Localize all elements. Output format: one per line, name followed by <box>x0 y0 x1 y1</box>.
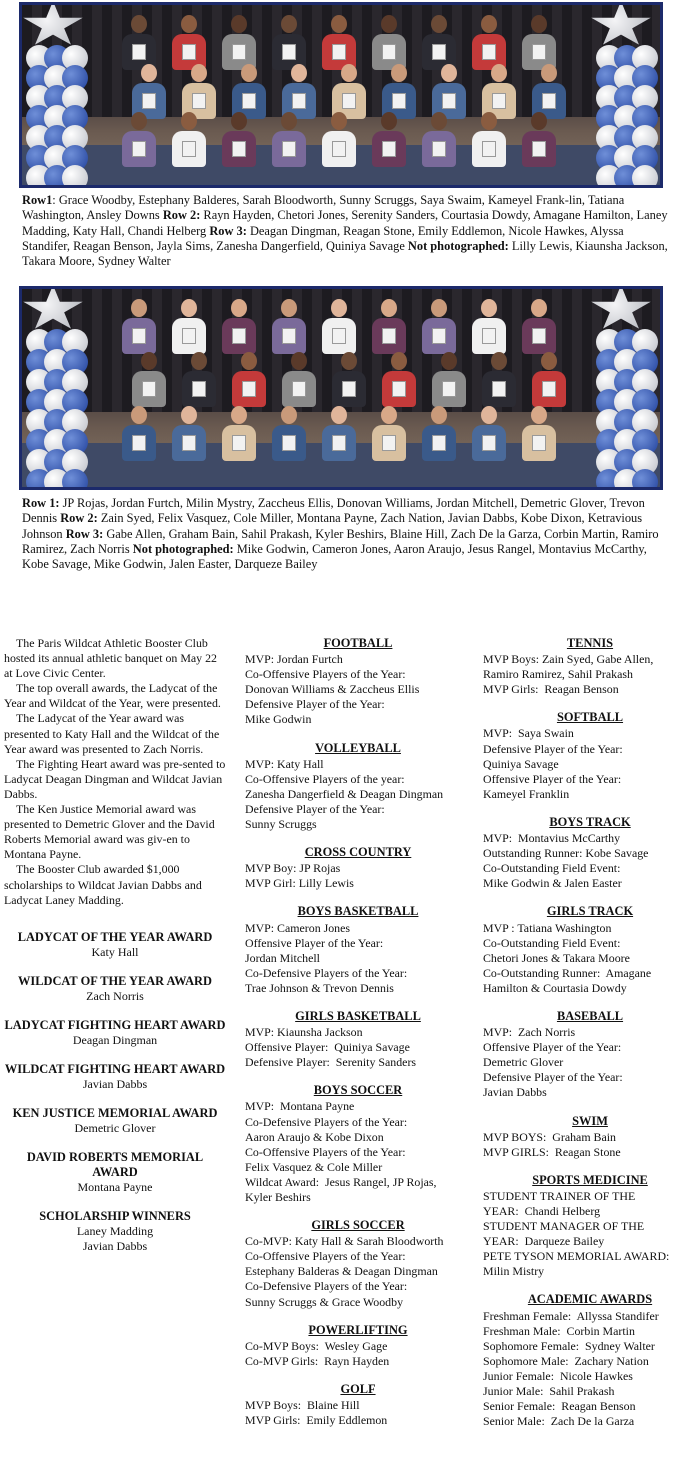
sport-line: MVP Girl: Lilly Lewis <box>245 876 354 891</box>
award-block <box>4 1150 226 1195</box>
sport-line: Co-MVP Girls: Rayn Hayden <box>245 1353 390 1368</box>
girls-photo-caption <box>22 193 672 269</box>
sport-line: Aaron Araujo & Kobe Dixon <box>245 1129 384 1144</box>
sport-line: Co-MVP: Katy Hall & Sarah Bloodworth <box>245 1234 444 1249</box>
sport-section <box>483 1173 697 1280</box>
sport-heading: POWERLIFTING <box>308 1322 408 1337</box>
caption-row-names: Mike Godwin, Cameron Jones, Aaron Araujo, Jesus Rangel, Montavius McCarthy, Kobe Savage, Mike Godwin, Jalen Easter, Darqueze Bailey <box>22 541 647 572</box>
balloon <box>62 185 88 188</box>
sport-section <box>483 1009 697 1101</box>
person-figure <box>172 15 206 70</box>
award-title: DAVID ROBERTS MEMORIAL AWARD <box>26 1149 204 1179</box>
sport-heading: FOOTBALL <box>323 636 393 650</box>
award-block <box>4 1018 226 1048</box>
person-figure <box>132 64 166 119</box>
sport-line: Co-Offensive Players of the Year: <box>245 1249 406 1264</box>
balloon-column-right <box>580 289 660 487</box>
middle-column <box>245 636 471 1441</box>
person-figure <box>182 64 216 119</box>
person-figure <box>472 112 506 167</box>
sport-section <box>245 1382 471 1428</box>
person-figure <box>382 64 416 119</box>
caption-row-names: Rayn Hayden, Chetori Jones, Serenity Sanders, Courtasia Dowdy, Amagane Hamilton, Laney Madding, Katy Hall, Chandi Helberg <box>22 208 668 238</box>
person-figure <box>522 15 556 70</box>
sport-section <box>483 710 697 802</box>
sport-line: Outstanding Runner: Kobe Savage <box>483 846 649 861</box>
sport-heading: SOFTBALL <box>556 710 624 725</box>
balloon <box>596 185 622 188</box>
person-figure <box>172 406 206 461</box>
balloon <box>632 489 658 490</box>
sport-line: MVP: Cameron Jones <box>245 920 351 935</box>
sport-line: Milin Mistry <box>483 1264 545 1279</box>
person-figure <box>322 112 356 167</box>
intro-paragraph: The Fighting Heart award was pre-sented to Ladycat Deagan Dingman and Wildcat Javian Dabbs. <box>4 756 226 801</box>
sport-heading: GIRLS SOCCER <box>311 1218 405 1233</box>
award-block <box>4 1106 226 1136</box>
sport-line: Co-Defensive Players of the Year: <box>245 965 408 980</box>
sport-line: Co-Defensive Players of the Year: <box>245 1114 408 1129</box>
person-figure <box>432 64 466 119</box>
balloon <box>26 185 52 188</box>
sport-line: MVP: Saya Swain <box>483 726 574 741</box>
sport-heading: BOYS TRACK <box>549 814 631 829</box>
person-figure <box>172 299 206 354</box>
balloon <box>632 469 658 490</box>
award-block <box>4 1209 226 1254</box>
person-figure <box>172 112 206 167</box>
caption-row-names: Gabe Allen, Graham Bain, Sahil Prakash, Kyler Beshirs, Blaine Hill, Zach De la Garza, Corbin Martin, Ramiro Ramirez, Zach Norris <box>22 526 659 556</box>
sport-line: Co-Offensive Players of the year: <box>245 771 405 786</box>
sport-line: Defensive Player of the Year: <box>245 697 385 712</box>
sport-line: Ramiro Ramirez, Sahil Prakash <box>483 667 633 682</box>
sport-line: YEAR: Chandi Helberg <box>483 1204 601 1218</box>
person-figure <box>472 299 506 354</box>
person-figure <box>472 15 506 70</box>
person-figure <box>222 112 256 167</box>
caption-row-names: : Grace Woodby, Estephany Balderes, Sarah Bloodworth, Sunny Scruggs, Saya Swaim, Kameyel Frank-lin, Tatiana Washington, Ansley Downs <box>22 193 625 223</box>
intro-paragraph: The Ken Justice Memorial award was presented to Demetric Glover and the David Roberts Memorial award was giv-en to Montana Payne. <box>4 802 215 862</box>
sport-line: MVP Girls: Reagan Benson <box>483 682 619 697</box>
sport-line: Sophomore Female: Sydney Walter <box>483 1338 655 1353</box>
person-figure <box>422 406 456 461</box>
person-figure <box>322 299 356 354</box>
sport-line: STUDENT MANAGER OF THE <box>483 1219 645 1234</box>
sport-line: Defensive Player of the Year: <box>245 801 385 816</box>
sport-section <box>483 636 697 697</box>
award-winner: Javian Dabbs <box>82 1238 148 1253</box>
sport-line: Quiniya Savage <box>483 756 559 771</box>
sport-line: Junior Female: Nicole Hawkes <box>483 1368 633 1383</box>
sport-heading: GOLF <box>340 1381 376 1396</box>
intro-paragraph: The Booster Club awarded $1,000 scholarships to Wildcat Javian Dabbs and Ladycat Laney Madding. <box>4 862 202 907</box>
intro-paragraph: The Ladycat of the Year award was presented to Katy Hall and the Wildcat of the Year award was presented to Zach Norris. <box>4 711 220 756</box>
award-title: KEN JUSTICE MEMORIAL AWARD <box>12 1105 218 1120</box>
person-figure <box>322 406 356 461</box>
intro-paragraph: The Paris Wildcat Athletic Booster Club hosted its annual athletic banquet on May 22 at Love Civic Center. <box>4 636 217 681</box>
sport-line: Sophomore Male: Zachary Nation <box>483 1353 649 1368</box>
sport-line: Felix Vasquez & Cole Miller <box>245 1159 383 1174</box>
sport-heading: GIRLS BASKETBALL <box>295 1008 421 1023</box>
award-title: LADYCAT OF THE YEAR AWARD <box>17 929 213 944</box>
sport-heading: TENNIS <box>566 636 614 650</box>
person-figure <box>272 112 306 167</box>
sport-line: Sunny Scruggs <box>245 817 317 832</box>
sport-heading: BASEBALL <box>556 1008 624 1023</box>
award-block <box>4 1062 226 1092</box>
caption-row-names: JP Rojas, Jordan Furtch, Milin Mystry, Zaccheus Ellis, Donovan Williams, Jordan Mitchell, Demetric Glover, Trevon Dennis <box>22 496 645 526</box>
sport-heading: SWIM <box>572 1113 608 1128</box>
person-figure <box>382 352 416 407</box>
balloon <box>632 185 658 188</box>
sport-heading: GIRLS TRACK <box>546 904 634 919</box>
sport-line: MVP: Zach Norris <box>483 1025 576 1040</box>
person-figure <box>222 299 256 354</box>
sport-line: Freshman Male: Corbin Martin <box>483 1323 635 1338</box>
person-figure <box>132 352 166 407</box>
sport-line: Defensive Player of the Year: <box>483 1070 623 1085</box>
balloon <box>44 185 70 188</box>
award-winner: Demetric Glover <box>74 1120 156 1135</box>
intro-article <box>4 636 226 908</box>
sport-line: Javian Dabbs <box>483 1085 547 1100</box>
sport-heading: ACADEMIC AWARDS <box>527 1292 653 1307</box>
award-winner: Zach Norris <box>86 988 144 1003</box>
intro-paragraph: The top overall awards, the Ladycat of the Year and Wildcat of the Year, were presented. <box>4 681 221 711</box>
caption-row-label: Row 3: <box>209 223 247 238</box>
sport-line: Co-Offensive Players of the Year: <box>245 1144 406 1159</box>
balloon <box>62 469 88 490</box>
sport-heading: SPORTS MEDICINE <box>532 1172 648 1187</box>
sport-section <box>245 904 471 996</box>
sport-line: Estephany Balderas & Deagan Dingman <box>245 1264 438 1279</box>
left-column <box>4 636 226 1268</box>
person-figure <box>372 15 406 70</box>
person-figure <box>232 352 266 407</box>
award-winner: Javian Dabbs <box>82 1076 148 1091</box>
sport-line: MVP BOYS: Graham Bain <box>483 1129 616 1144</box>
balloon <box>26 489 52 490</box>
girls-team-photo <box>19 2 663 188</box>
sport-line: Zanesha Dangerfield & Deagan Dingman <box>245 786 444 801</box>
sport-line: Mike Godwin & Jalen Easter <box>483 876 622 891</box>
sport-line: Co-Offensive Players of the Year: <box>245 667 406 682</box>
sport-line: Co-MVP Boys: Wesley Gage <box>245 1338 388 1353</box>
person-figure <box>372 299 406 354</box>
person-figure <box>532 352 566 407</box>
person-figure <box>332 64 366 119</box>
person-figure <box>232 64 266 119</box>
sport-line: Offensive Player of the Year: <box>245 935 384 950</box>
person-figure <box>222 406 256 461</box>
sport-line: MVP Boys: Zain Syed, Gabe Allen, <box>483 652 654 667</box>
award-block <box>4 974 226 1004</box>
award-title: LADYCAT FIGHTING HEART AWARD <box>4 1017 226 1032</box>
boys-team-photo <box>19 286 663 490</box>
balloon-column-left <box>22 5 102 185</box>
sport-heading: BOYS SOCCER <box>313 1083 403 1098</box>
person-figure <box>482 352 516 407</box>
person-figure <box>432 352 466 407</box>
sport-section <box>245 845 471 891</box>
person-figure <box>472 406 506 461</box>
caption-row-label: Row 1: <box>22 496 60 510</box>
person-figure <box>222 15 256 70</box>
sport-section <box>483 904 697 996</box>
person-figure <box>182 352 216 407</box>
sport-heading: CROSS COUNTRY <box>304 845 412 860</box>
caption-row-names: Zain Syed, Felix Vasquez, Cole Miller, Montana Payne, Zach Nation, Javian Dabbs, Kobe Dixon, Ketravious Johnson <box>22 511 643 541</box>
sport-line: MVP : Tatiana Washington <box>483 920 612 935</box>
person-figure <box>122 112 156 167</box>
sport-line: Chetori Jones & Takara Moore <box>483 950 630 965</box>
caption-row-label: Row 2: <box>60 511 98 526</box>
person-figure <box>272 15 306 70</box>
sport-heading: BOYS BASKETBALL <box>297 904 419 919</box>
sport-section <box>245 741 471 833</box>
caption-row-label: Not photographed: <box>407 238 509 253</box>
person-figure <box>422 112 456 167</box>
person-figure <box>122 406 156 461</box>
balloon <box>614 489 640 490</box>
person-figure <box>532 64 566 119</box>
sport-line: Senior Female: Reagan Benson <box>483 1399 636 1414</box>
sport-line: MVP: Jordan Furtch <box>245 652 343 667</box>
sport-line: Senior Male: Zach De la Garza <box>483 1414 635 1429</box>
sport-line: Wildcat Award: Jesus Rangel, JP Rojas, <box>245 1174 437 1189</box>
award-title: SCHOLARSHIP WINNERS <box>39 1208 191 1223</box>
sport-line: Junior Male: Sahil Prakash <box>483 1384 615 1399</box>
sport-line: Hamilton & Courtasia Dowdy <box>483 980 627 995</box>
award-winner: Laney Madding <box>76 1223 154 1238</box>
balloon <box>596 489 622 490</box>
person-figure <box>372 112 406 167</box>
caption-row-label: Row 3: <box>65 526 104 541</box>
caption-row-names: Deagan Dingman, Reagan Stone, Emily Eddlemon, Nicole Hawkes, Alyssa Standifer, Reagan Benson, Jayla Sims, Zanesha Dangerfield, Quiniya Savage <box>22 223 624 253</box>
balloon-column-right <box>580 5 660 185</box>
sport-line: Co-Outstanding Runner: Amagane <box>483 965 652 980</box>
sport-line: Co-Defensive Players of the Year: <box>245 1279 408 1294</box>
sport-line: MVP Boys: Blaine Hill <box>245 1398 360 1413</box>
sport-section <box>483 815 697 891</box>
person-figure <box>272 299 306 354</box>
sport-section <box>245 1323 471 1369</box>
award-winner: Montana Payne <box>77 1179 153 1194</box>
caption-row-label: Row1 <box>22 193 53 207</box>
sport-section <box>483 1292 697 1429</box>
sport-line: Offensive Player: Quiniya Savage <box>245 1040 410 1055</box>
person-figure <box>482 64 516 119</box>
balloon <box>614 185 640 188</box>
caption-row-names: Lilly Lewis, Kiaunsha Jackson, Takara Moore, Sydney Walter <box>22 238 668 269</box>
sport-line: Kameyel Franklin <box>483 786 570 801</box>
sport-section <box>483 1114 697 1160</box>
award-list <box>4 930 226 1254</box>
sport-section <box>245 1009 471 1070</box>
sport-line: Demetric Glover <box>483 1055 564 1070</box>
sport-heading: VOLLEYBALL <box>315 740 401 755</box>
sport-line: Kyler Beshirs <box>245 1190 311 1204</box>
sport-line: MVP: Katy Hall <box>245 756 324 771</box>
person-figure <box>522 406 556 461</box>
sport-line: Donovan Williams & Zaccheus Ellis <box>245 682 420 697</box>
person-figure <box>322 15 356 70</box>
balloon <box>62 489 88 490</box>
award-title: WILDCAT FIGHTING HEART AWARD <box>4 1061 226 1076</box>
sport-line: MVP GIRLS: Reagan Stone <box>483 1144 621 1159</box>
person-figure <box>522 112 556 167</box>
sport-line: MVP Girls: Emily Eddlemon <box>245 1413 388 1428</box>
person-figure <box>282 64 316 119</box>
sport-line: Jordan Mitchell <box>245 950 320 965</box>
right-column <box>483 636 697 1442</box>
caption-row-label: Not photographed: <box>132 541 234 556</box>
person-figure <box>122 299 156 354</box>
sport-line: Mike Godwin <box>245 712 312 727</box>
person-figure <box>282 352 316 407</box>
person-figure <box>332 352 366 407</box>
person-figure <box>372 406 406 461</box>
sport-line: Freshman Female: Allyssa Standifer <box>483 1308 659 1323</box>
person-figure <box>422 15 456 70</box>
sport-line: PETE TYSON MEMORIAL AWARD: <box>483 1249 670 1264</box>
boys-photo-caption <box>22 496 672 572</box>
sport-line: Co-Outstanding Field Event: <box>483 935 621 950</box>
sport-line: Offensive Player of the Year: <box>483 771 622 786</box>
sport-line: Sunny Scruggs & Grace Woodby <box>245 1294 404 1309</box>
sport-section <box>245 1218 471 1310</box>
person-figure <box>422 299 456 354</box>
award-title: WILDCAT OF THE YEAR AWARD <box>18 973 212 988</box>
award-winner: Katy Hall <box>91 944 139 959</box>
sport-section <box>245 636 471 728</box>
award-block <box>4 930 226 960</box>
sport-line: MVP: Montavius McCarthy <box>483 831 621 846</box>
sport-line: YEAR: Darqueze Bailey <box>483 1234 605 1249</box>
balloon-column-left <box>22 289 102 487</box>
sport-line: MVP: Kiaunsha Jackson <box>245 1025 363 1040</box>
sport-line: STUDENT TRAINER OF THE <box>483 1188 636 1203</box>
sport-line: Defensive Player: Serenity Sanders <box>245 1055 417 1070</box>
person-figure <box>522 299 556 354</box>
person-figure <box>122 15 156 70</box>
sport-section <box>245 1083 471 1205</box>
balloon <box>44 489 70 490</box>
sport-line: MVP Boy: JP Rojas <box>245 861 341 876</box>
award-winner: Deagan Dingman <box>72 1032 158 1047</box>
sport-line: Co-Outstanding Field Event: <box>483 861 621 876</box>
sport-line: MVP: Montana Payne <box>245 1099 355 1114</box>
caption-row-label: Row 2: <box>162 208 201 223</box>
sport-line: Trae Johnson & Trevon Dennis <box>245 980 394 995</box>
sport-line: Offensive Player of the Year: <box>483 1040 622 1055</box>
person-figure <box>272 406 306 461</box>
sport-line: Defensive Player of the Year: <box>483 741 623 756</box>
